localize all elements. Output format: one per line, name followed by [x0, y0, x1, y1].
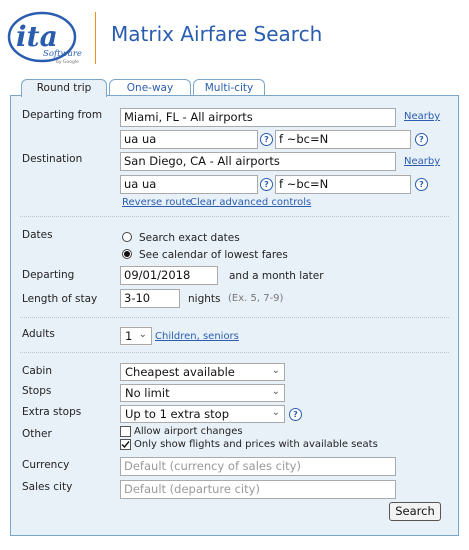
chevron-down-icon: ⌄ — [271, 407, 280, 418]
tab-round-trip[interactable]: Round trip — [21, 79, 107, 97]
chevron-down-icon: ⌄ — [271, 386, 280, 397]
departing-date-suffix: and a month later — [229, 270, 324, 282]
stops-select[interactable] — [120, 384, 285, 402]
cabin-value: Cheapest available — [125, 365, 235, 379]
section-divider — [20, 317, 449, 319]
tab-one-way[interactable]: One-way — [109, 79, 191, 96]
logo-text: ita — [16, 20, 58, 53]
search-button[interactable]: Search — [389, 502, 441, 521]
departing-extension-help-icon[interactable]: ? — [415, 133, 428, 146]
destination-nearby-link[interactable]: Nearby — [404, 156, 441, 167]
children-seniors-link[interactable]: Children, seniors — [155, 331, 239, 342]
destination-extension-input[interactable]: f ~bc=N — [275, 175, 411, 194]
currency-label: Currency — [22, 459, 70, 471]
departing-from-label: Departing from — [22, 109, 103, 121]
length-of-stay-unit: nights — [188, 293, 221, 305]
only-available-seats-label: Only show flights and prices with available seats — [134, 439, 378, 450]
stops-label: Stops — [22, 385, 52, 397]
destination-routing-help-icon[interactable]: ? — [260, 178, 273, 191]
section-divider — [20, 352, 449, 354]
adults-select[interactable] — [120, 327, 152, 345]
length-of-stay-hint: (Ex. 5, 7-9) — [228, 293, 284, 304]
logo-subtext: Software — [43, 49, 82, 59]
extra-stops-select[interactable] — [120, 405, 285, 423]
allow-airport-changes-label: Allow airport changes — [134, 426, 243, 437]
extra-stops-label: Extra stops — [22, 406, 82, 418]
exact-dates-label: Search exact dates — [139, 232, 240, 244]
departing-routing-help-icon[interactable]: ? — [260, 133, 273, 146]
header-divider — [95, 12, 96, 64]
clear-advanced-controls-link[interactable]: Clear advanced controls — [190, 197, 312, 208]
sales-city-label: Sales city — [22, 481, 73, 493]
checkmark-icon — [121, 440, 130, 449]
extra-stops-value: Up to 1 extra stop — [125, 407, 229, 421]
destination-routing-input[interactable]: ua ua — [120, 175, 258, 194]
calendar-lowest-fares-label: See calendar of lowest fares — [139, 249, 288, 261]
reverse-route-link[interactable]: Reverse route — [122, 197, 192, 208]
departing-date-input[interactable]: 09/01/2018 — [120, 266, 218, 285]
extra-stops-help-icon[interactable]: ? — [289, 408, 302, 421]
departing-routing-input[interactable]: ua ua — [120, 130, 258, 149]
dates-label: Dates — [22, 229, 53, 241]
tab-multi-city[interactable]: Multi-city — [193, 79, 265, 96]
calendar-lowest-fares-radio[interactable] — [122, 249, 132, 259]
page-title: Matrix Airfare Search — [111, 22, 323, 46]
departing-nearby-link[interactable]: Nearby — [404, 111, 441, 122]
chevron-down-icon: ⌄ — [138, 329, 147, 340]
departing-extension-input[interactable]: f ~bc=N — [275, 130, 411, 149]
sales-city-input[interactable]: Default (departure city) — [120, 480, 396, 499]
destination-extension-help-icon[interactable]: ? — [415, 178, 428, 191]
exact-dates-radio[interactable] — [122, 232, 132, 242]
cabin-select[interactable] — [120, 363, 285, 381]
currency-input[interactable]: Default (currency of sales city) — [120, 457, 396, 476]
stops-value: No limit — [125, 386, 170, 400]
only-available-seats-checkbox[interactable] — [120, 439, 131, 450]
chevron-down-icon: ⌄ — [271, 365, 280, 376]
adults-value: 1 — [125, 329, 133, 343]
length-of-stay-label: Length of stay — [22, 293, 98, 305]
destination-label: Destination — [22, 153, 83, 165]
departing-from-input[interactable]: Miami, FL - All airports — [120, 108, 396, 127]
logo-by-google: by Google — [56, 60, 79, 65]
departing-date-label: Departing — [22, 269, 75, 281]
length-of-stay-input[interactable]: 3-10 — [120, 289, 180, 308]
other-label: Other — [22, 428, 52, 440]
ita-software-logo — [6, 10, 88, 68]
adults-label: Adults — [22, 328, 55, 340]
allow-airport-changes-checkbox[interactable] — [120, 426, 131, 437]
destination-input[interactable]: San Diego, CA - All airports — [120, 152, 396, 171]
section-divider — [20, 216, 449, 218]
cabin-label: Cabin — [22, 365, 53, 377]
